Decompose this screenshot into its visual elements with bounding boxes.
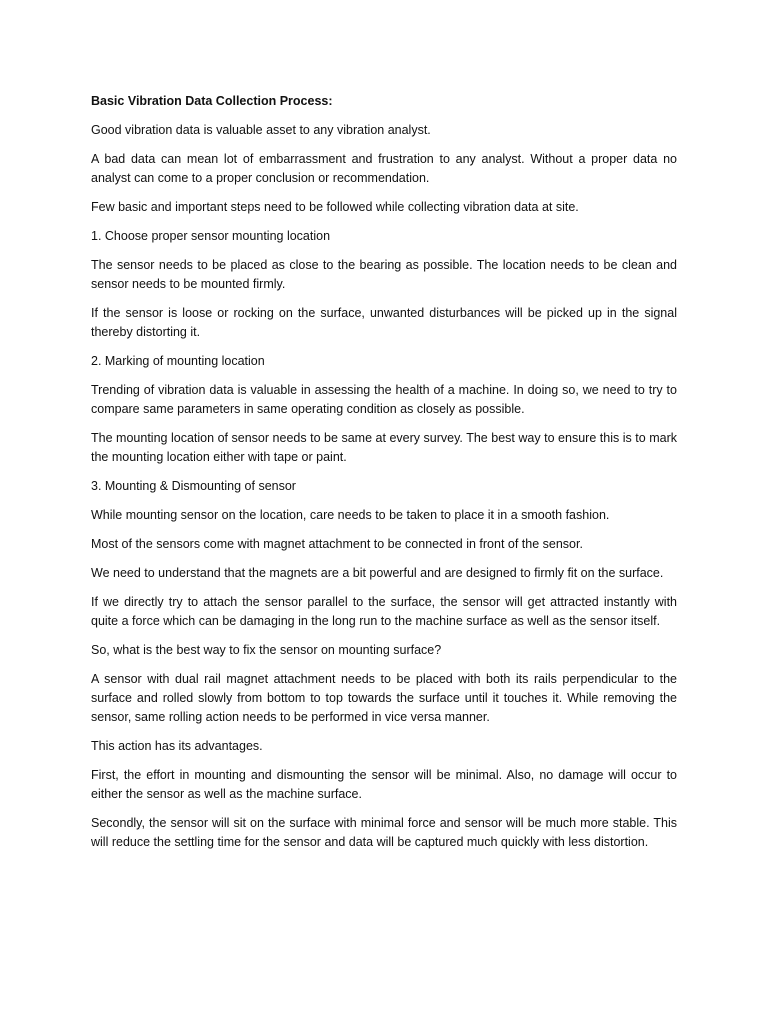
paragraph-step-1-a: The sensor needs to be placed as close to the bearing as possible. The location needs to be clean and sensor needs to be mounted firmly.: [91, 258, 677, 291]
paragraph-step-2-b: The mounting location of sensor needs to be same at every survey. The best way to ensure this is to mark the mounting location either with tape or paint.: [91, 431, 677, 464]
paragraph-first: First, the effort in mounting and dismounting the sensor will be minimal. Also, no damage will occur to either the sensor as well as the machine surface.: [91, 768, 677, 801]
paragraph-bad-data: A bad data can mean lot of embarrassment and frustration to any analyst. Without a proper data no analyst can come to a proper conclusion or recommendation.: [91, 152, 677, 185]
heading-step-2: 2. Marking of mounting location: [91, 354, 265, 368]
paragraph-step-3-c: We need to understand that the magnets are a bit powerful and are designed to firmly fit on the surface.: [91, 566, 664, 580]
paragraph-question: So, what is the best way to fix the sensor on mounting surface?: [91, 643, 442, 657]
paragraph-intro: Good vibration data is valuable asset to any vibration analyst.: [91, 123, 431, 137]
paragraph-step-3-d: If we directly try to attach the sensor parallel to the surface, the sensor will get attracted instantly with quite a force which can be damaging in the long run to the machine surface as well as the sensor itself.: [91, 595, 677, 628]
paragraph-steps-intro: Few basic and important steps need to be followed while collecting vibration data at site.: [91, 200, 579, 214]
document-page: [91, 92, 677, 862]
heading-step-1: 1. Choose proper sensor mounting location: [91, 229, 331, 243]
paragraph-step-2-a: Trending of vibration data is valuable in assessing the health of a machine. In doing so, we need to try to compare same parameters in same operating condition as closely as possible.: [91, 383, 677, 416]
paragraph-advantages: This action has its advantages.: [91, 739, 263, 753]
paragraph-answer: A sensor with dual rail magnet attachment needs to be placed with both its rails perpendicular to the surface and rolled slowly from bottom to top towards the surface until it touches it. While removing the sensor, same rolling action needs to be performed in vice versa manner.: [91, 672, 677, 724]
document-title: Basic Vibration Data Collection Process:: [91, 94, 333, 108]
paragraph-step-3-a: While mounting sensor on the location, care needs to be taken to place it in a smooth fashion.: [91, 508, 610, 522]
paragraph-second: Secondly, the sensor will sit on the surface with minimal force and sensor will be much more stable. This will reduce the settling time for the sensor and data will be captured much quickly with less distortion.: [91, 816, 677, 849]
paragraph-step-3-b: Most of the sensors come with magnet attachment to be connected in front of the sensor.: [91, 537, 583, 551]
paragraph-step-1-b: If the sensor is loose or rocking on the surface, unwanted disturbances will be picked up in the signal thereby distorting it.: [91, 306, 677, 339]
heading-step-3: 3. Mounting & Dismounting of sensor: [91, 479, 296, 493]
